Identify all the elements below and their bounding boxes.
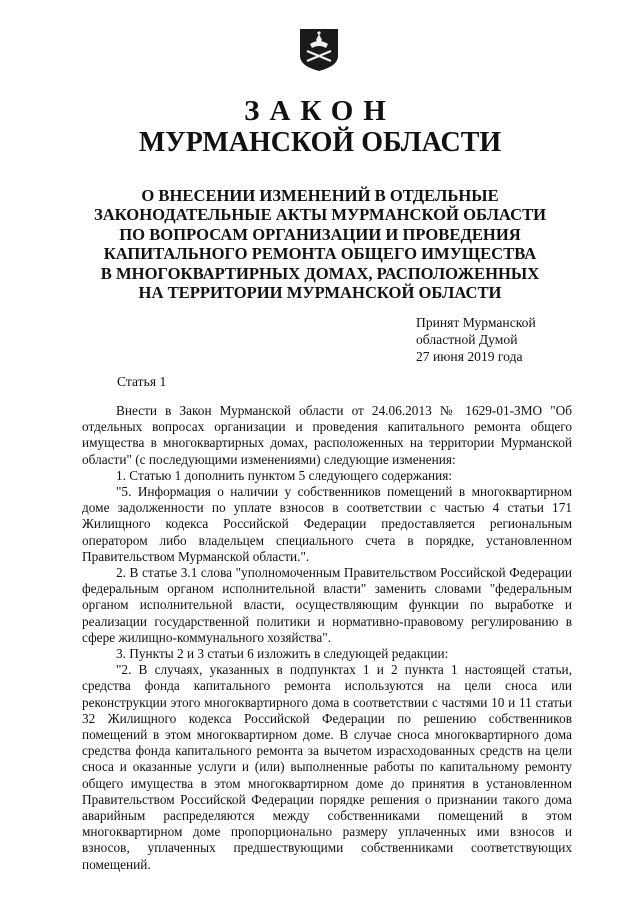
article-body (82, 403, 572, 873)
law-title: ЗАКОН (244, 95, 396, 127)
subject-line: О ВНЕСЕНИИ ИЗМЕНЕНИЙ В ОТДЕЛЬНЫЕ (141, 186, 499, 205)
body-paragraph: 1. Статью 1 дополнить пунктом 5 следующего содержания: (116, 467, 453, 483)
murmansk-coat-of-arms-icon (296, 26, 342, 72)
body-paragraph: Внести в Закон Мурманской области от 24.06.2013 № 1629-01-ЗМО "Об отдельных вопросах организации и проведения капитального ремонта общего имущества в многоквартирных домах, расположенных на территории Мурманской области" (с последующими изменениями) следующие изменения: (82, 403, 572, 467)
adoption-date: 27 июня 2019 года (416, 349, 523, 364)
adoption-note (416, 314, 616, 365)
body-paragraph: "5. Информация о наличии у собственников помещений в многоквартирном доме задолженности по уплате взносов в соответствии с частью 4 статьи 171 Жилищного кодекса Российской Федерации предоставляется региональным оператором либо владельцем специального счета в порядке, установленном Правительством Мурманской области.". (82, 484, 572, 564)
law-subject-heading (60, 186, 580, 302)
body-paragraph: 3. Пункты 2 и 3 статьи 6 изложить в следующей редакции: (116, 646, 449, 662)
subject-line: НА ТЕРРИТОРИИ МУРМАНСКОЙ ОБЛАСТИ (138, 283, 502, 303)
subject-line: В МНОГОКВАРТИРНЫХ ДОМАХ, РАСПОЛОЖЕННЫХ (100, 263, 540, 283)
adoption-line: областной Думой (416, 332, 518, 347)
body-paragraph: "2. В случаях, указанных в подпунктах 1 и 2 пункта 1 настоящей статьи, средства фонда капитального ремонта используются на цели сноса или реконструкции этого многоквартирного дома в соответствии с частями 10 и 11 статьи 32 Жилищного кодекса Российской Федерации по решению собственников помещений в этом многоквартирном доме. В случае сноса многоквартирного дома средства фонда капитального ремонта за вычетом израсходованных средств на цели сноса и оказанные услуги и (или) выполненные работы по капитальному ремонту общего имущества в этом многоквартирном доме до принятия в установленном Правительством Российской Федерации порядке решения о признании такого дома аварийным распределяются между собственниками помещений в этом многоквартирном доме пропорционально размеру уплаченных ими взносов и взносов, уплаченных предшествующими собственниками соответствующих помещений. (82, 662, 572, 872)
adoption-line: Принят Мурманской (416, 315, 536, 330)
body-paragraph: 2. В статье 3.1 слова "уполномоченным Правительством Российской Федерации федеральным органом исполнительной власти" заменить словами "федеральным органом исполнительной власти, осуществляющим функции по выработке и реализации государственной политики и нормативно-правовому регулированию в сфере жилищно-коммунального хозяйства". (82, 565, 572, 645)
subject-line: КАПИТАЛЬНОГО РЕМОНТА ОБЩЕГО ИМУЩЕСТВА (103, 244, 537, 264)
subject-line: ПО ВОПРОСАМ ОРГАНИЗАЦИИ И ПРОВЕДЕНИЯ (119, 224, 521, 244)
law-region-title: МУРМАНСКОЙ ОБЛАСТИ (138, 127, 502, 158)
subject-line: ЗАКОНОДАТЕЛЬНЫЕ АКТЫ МУРМАНСКОЙ ОБЛАСТИ (93, 205, 547, 225)
article-heading: Статья 1 (117, 374, 167, 389)
